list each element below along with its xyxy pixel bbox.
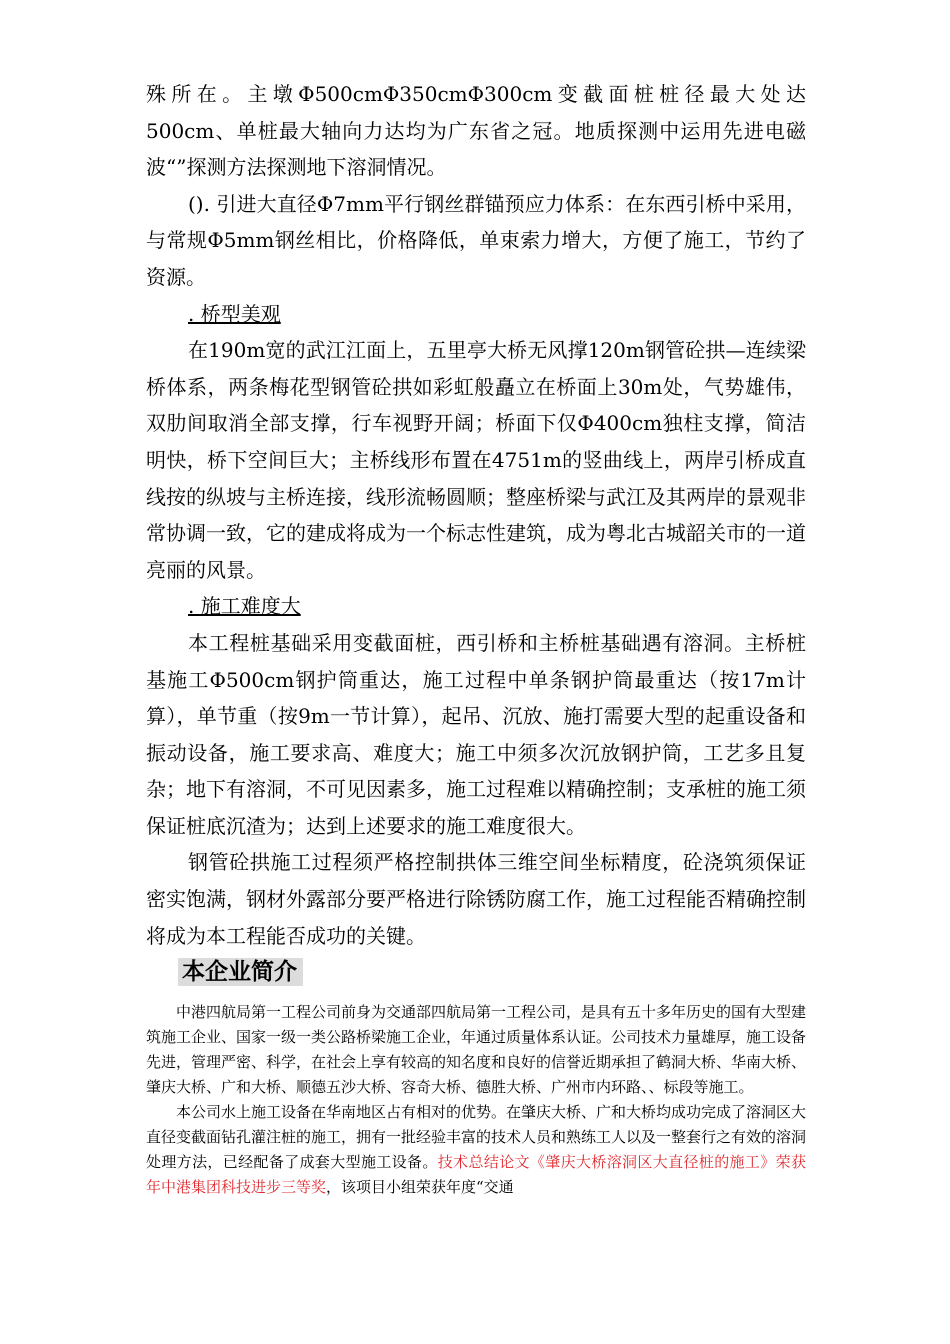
paragraph-company-equipment xyxy=(146,1100,806,1200)
section-title-company-intro: 本企业简介 xyxy=(178,958,303,986)
company-equipment-tail: ，该项目小组荣获年度“交通 xyxy=(326,1178,514,1196)
body-text-company xyxy=(146,1000,806,1200)
paragraph-arch-control: 钢管砼拱施工过程须严格控制拱体三维空间坐标精度，砼浇筑须保证密实饱满，钢材外露部分要严格进行除锈防腐工作，施工过程能否精确控制将成为本工程能否成功的关键。 xyxy=(146,850,806,948)
body-text-upper xyxy=(146,76,806,954)
subheading-construction-difficulty-text: . 施工难度大 xyxy=(188,594,301,619)
paragraph-bridge-appearance: 在190m宽的武江江面上，五里亭大桥无风撑120m钢管砼拱—连续梁桥体系，两条梅花型钢管砼拱如彩虹般矗立在桥面上30m处，气势雄伟，双肋间取消全部支撑，行车视野开阔；桥面下仅Φ400cm独柱支撑，简洁明快，桥下空间巨大；主桥线形布置在4751m的竖曲线上，两岸引桥成直线按的纵坡与主桥连接，线形流畅圆顺；整座桥梁与武江及其两岸的景观非常协调一致，它的建成将成为一个标志性建筑，成为粤北古城韶关市的一道亮丽的风景。 xyxy=(146,338,806,582)
paragraph-pile-design: 殊所在。主墩Φ500cmΦ350cmΦ300cm变截面桩桩径最大处达500cm、单桩最大轴向力达均为广东省之冠。地质探测中运用先进电磁波“”探测方法探测地下溶洞情况。 xyxy=(146,82,806,180)
subheading-bridge-appearance xyxy=(146,296,806,333)
subheading-bridge-appearance-text: . 桥型美观 xyxy=(188,301,281,326)
subheading-construction-difficulty xyxy=(146,588,806,625)
paragraph-company-history: 中港四航局第一工程公司前身为交通部四航局第一工程公司，是具有五十多年历史的国有大型建筑施工企业、国家一级一类公路桥梁施工企业，年通过质量体系认证。公司技术力量雄厚，施工设备先进，管理严密、科学，在社会上享有较高的知名度和良好的信誉近期承担了鹤洞大桥、华南大桥、肇庆大桥、广和大桥、顺德五沙大桥、容奇大桥、德胜大桥、广州市内环路、、标段等施工。 xyxy=(146,1003,807,1096)
award-highlight-text: 技术总结论文《肇庆大桥溶洞区大直径桩的施工》荣获年中港集团科技进步三等奖 xyxy=(146,1153,806,1196)
paragraph-construction-difficulty: 本工程桩基础采用变截面桩，西引桥和主桥桩基础遇有溶洞。主桥桩基施工Φ500cm钢护筒重达，施工过程中单条钢护筒最重达（按17m计算），单节重（按9m一节计算），起吊、沉放、施打需要大型的起重设备和振动设备，施工要求高、难度大；施工中须多次沉放钢护筒，工艺多且复杂；地下有溶洞，不可见因素多，施工过程难以精确控制；支承桩的施工须保证桩底沉渣为；达到上述要求的施工难度很大。 xyxy=(146,630,806,838)
company-equipment-text: 本公司水上施工设备在华南地区占有相对的优势。在肇庆大桥、广和大桥均成功完成了溶洞区大直径变截面钻孔灌注桩的施工，拥有一批经验丰富的技术人员和熟练工人以及一整套行之有效的溶洞处理方法，已经配备了成套大型施工设备。 xyxy=(146,1103,807,1171)
paragraph-anchor-system: (). 引进大直径Φ7mm平行钢丝群锚预应力体系：在东西引桥中采用，与常规Φ5mm钢丝相比，价格降低，单束索力增大，方便了施工，节约了资源。 xyxy=(146,191,806,289)
